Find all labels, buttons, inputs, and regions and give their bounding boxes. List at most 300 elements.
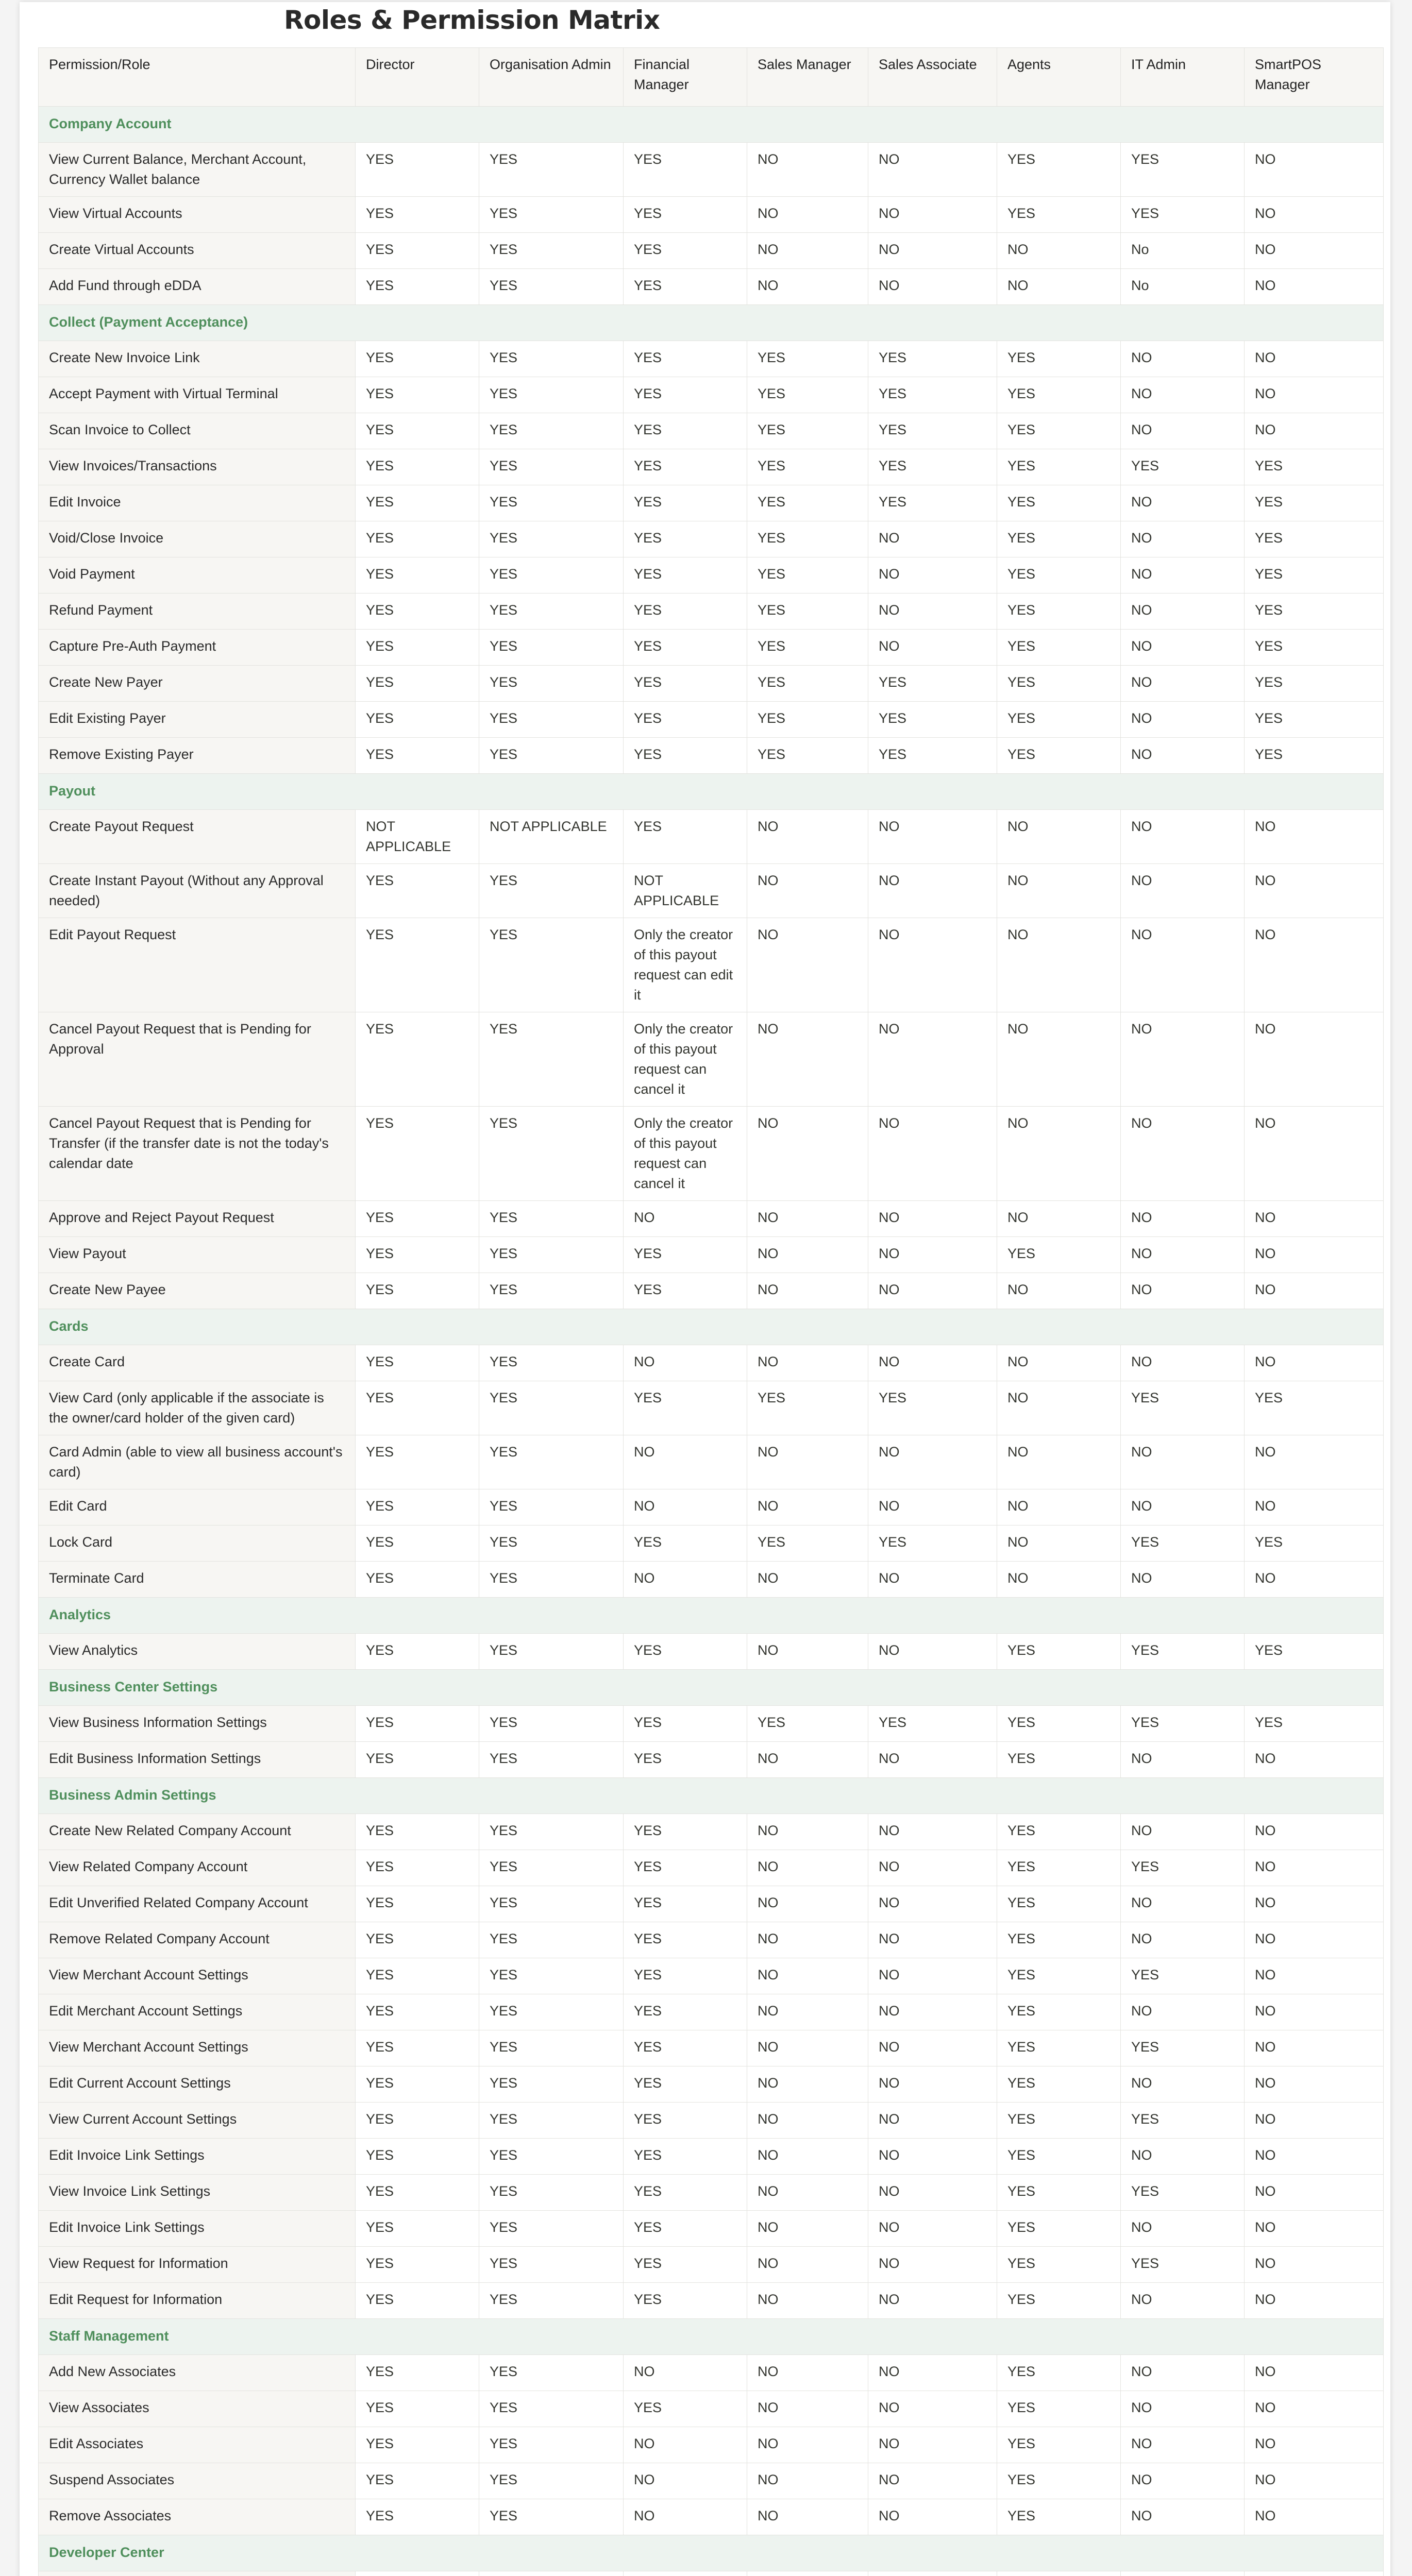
permission-value: NO [1121, 1237, 1245, 1273]
permission-value: NO [1121, 2463, 1245, 2499]
table-row [39, 1634, 1384, 1670]
permission-value: NOT APPLICABLE [624, 864, 747, 918]
permission-value: NO [1121, 521, 1245, 557]
permission-value: NO [1245, 1273, 1384, 1309]
permission-value: YES [479, 738, 624, 774]
permission-label: Create Card [39, 1345, 356, 1381]
permission-value: YES [997, 143, 1121, 197]
permission-value: NO [747, 1742, 868, 1778]
permission-value: NO [747, 1107, 868, 1201]
permission-value: YES [479, 702, 624, 738]
permission-value: YES [624, 1958, 747, 1994]
permission-value: YES [479, 341, 624, 377]
permission-value: YES [479, 2463, 624, 2499]
permission-value: YES [997, 2283, 1121, 2319]
section-title: Company Account [39, 107, 1384, 143]
permission-value: YES [479, 2391, 624, 2427]
table-row [39, 233, 1384, 269]
permission-value: NO [1121, 2211, 1245, 2247]
permission-value: YES [747, 413, 868, 449]
table-row [39, 143, 1384, 197]
permission-value: NO [868, 2427, 997, 2463]
permission-value: YES [624, 810, 747, 864]
permission-value: YES [479, 1814, 624, 1850]
permission-value: NO [868, 2030, 997, 2066]
table-row [39, 377, 1384, 413]
permission-value: NO [1245, 1562, 1384, 1598]
permission-value: YES [624, 413, 747, 449]
permission-value: NO [868, 197, 997, 233]
section-title: Business Center Settings [39, 1670, 1384, 1706]
column-header-role: IT Admin [1121, 48, 1245, 107]
permission-value: YES [356, 1886, 479, 1922]
permission-value: NO [1121, 341, 1245, 377]
permission-value: YES [1245, 1526, 1384, 1562]
permission-value: NOT APPLICABLE [479, 810, 624, 864]
permission-value: NO [868, 1850, 997, 1886]
permission-value: YES [624, 2066, 747, 2103]
permission-value: YES [747, 557, 868, 594]
permission-value: NO [997, 233, 1121, 269]
permission-value: NO [868, 521, 997, 557]
permission-value: YES [624, 1850, 747, 1886]
permission-value: YES [747, 377, 868, 413]
permission-value: YES [479, 413, 624, 449]
permission-value: NO [868, 1958, 997, 1994]
permission-value: NO [868, 2355, 997, 2391]
permission-value: NO [1121, 1994, 1245, 2030]
permission-value: NO [1121, 1435, 1245, 1489]
section-title: Payout [39, 774, 1384, 810]
permission-value: YES [356, 918, 479, 1012]
permission-value: YES [868, 341, 997, 377]
permission-value: NO [1245, 143, 1384, 197]
table-row [39, 269, 1384, 305]
table-row [39, 1273, 1384, 1309]
permission-label: Create Virtual Accounts [39, 233, 356, 269]
permission-value: YES [479, 1237, 624, 1273]
table-row [39, 666, 1384, 702]
permission-value: YES [356, 2211, 479, 2247]
section-header-row [39, 1670, 1384, 1706]
permission-value: NO [1121, 810, 1245, 864]
permission-value: NO [997, 1201, 1121, 1237]
permission-label: View Card (only applicable if the associate is the owner/card holder of the given card) [39, 1381, 356, 1435]
permission-value: NO [1121, 1922, 1245, 1958]
permission-value: YES [1245, 594, 1384, 630]
permission-value: YES [356, 864, 479, 918]
permission-value: NO [997, 1273, 1121, 1309]
permission-value: YES [356, 2247, 479, 2283]
permission-value: YES [997, 1886, 1121, 1922]
permission-value: YES [624, 1706, 747, 1742]
permission-value: NO [868, 630, 997, 666]
table-row [39, 1886, 1384, 1922]
permission-value: No [1121, 233, 1245, 269]
permission-value: YES [997, 1994, 1121, 2030]
permission-value: NO [1245, 197, 1384, 233]
permission-label: Create Instant Payout (Without any Approval needed) [39, 864, 356, 918]
permission-value: YES [479, 2066, 624, 2103]
permission-matrix-table [38, 47, 1384, 2576]
permission-value: NO [747, 1012, 868, 1107]
header-row [39, 48, 1384, 107]
permission-value: YES [997, 2463, 1121, 2499]
permission-value: NO [868, 1107, 997, 1201]
permission-value: YES [1245, 449, 1384, 485]
permission-value: YES [624, 1886, 747, 1922]
section-header-row [39, 305, 1384, 341]
permission-value: YES [1121, 2247, 1245, 2283]
permission-value: NO [868, 2499, 997, 2535]
permission-value: NO [997, 1562, 1121, 1598]
column-header-permission: Permission/Role [39, 48, 356, 107]
permission-value: NO [868, 1012, 997, 1107]
permission-value: NO [1245, 1237, 1384, 1273]
permission-value: NO [997, 1435, 1121, 1489]
permission-label: Edit Invoice Link Settings [39, 2139, 356, 2175]
permission-value: NO [1245, 1489, 1384, 1526]
permission-value: YES [479, 594, 624, 630]
permission-value: YES [479, 1886, 624, 1922]
permission-value: NO [1245, 377, 1384, 413]
permission-value: YES [624, 1814, 747, 1850]
permission-value: YES [624, 1526, 747, 1562]
permission-value: NO [1121, 918, 1245, 1012]
permission-value: YES [1121, 1706, 1245, 1742]
permission-label: Edit Invoice Link Settings [39, 2211, 356, 2247]
permission-label [39, 2571, 356, 2576]
permission-value: NO [747, 810, 868, 864]
permission-value: YES [479, 2499, 624, 2535]
permission-value: YES [356, 377, 479, 413]
permission-value: NO [1245, 1107, 1384, 1201]
permission-value: YES [1121, 143, 1245, 197]
permission-value: NO [868, 2103, 997, 2139]
permission-value: YES [624, 521, 747, 557]
permission-value: NO [1121, 1562, 1245, 1598]
permission-value: NO [997, 864, 1121, 918]
permission-value: YES [356, 2283, 479, 2319]
permission-value: YES [356, 2391, 479, 2427]
permission-value: YES [356, 2463, 479, 2499]
permission-value: YES [997, 1634, 1121, 1670]
permission-value [1245, 2571, 1384, 2576]
matrix-body [39, 107, 1384, 2576]
section-title: Business Admin Settings [39, 1778, 1384, 1814]
table-row [39, 1706, 1384, 1742]
permission-label: Create New Invoice Link [39, 341, 356, 377]
permission-label: View Associates [39, 2391, 356, 2427]
permission-value [997, 2571, 1121, 2576]
permission-value: YES [356, 1706, 479, 1742]
permission-value: NO [1245, 1850, 1384, 1886]
permission-value: NO [997, 1381, 1121, 1435]
permission-value: NO [747, 1814, 868, 1850]
permission-label: Scan Invoice to Collect [39, 413, 356, 449]
permission-value: YES [356, 2030, 479, 2066]
table-row [39, 2139, 1384, 2175]
permission-label: Capture Pre-Auth Payment [39, 630, 356, 666]
permission-value: YES [1121, 1958, 1245, 1994]
permission-value: NO [1245, 2427, 1384, 2463]
permission-value: YES [479, 233, 624, 269]
permission-value: YES [624, 233, 747, 269]
permission-value: YES [356, 1850, 479, 1886]
table-row [39, 738, 1384, 774]
permission-value: NO [1121, 594, 1245, 630]
permission-value: NO [747, 864, 868, 918]
section-title: Analytics [39, 1598, 1384, 1634]
permission-value: NO [868, 1994, 997, 2030]
permission-value: YES [624, 2175, 747, 2211]
permission-value: YES [624, 2247, 747, 2283]
permission-value: NO [997, 269, 1121, 305]
table-row [39, 864, 1384, 918]
permission-value: YES [356, 702, 479, 738]
permission-label: Void/Close Invoice [39, 521, 356, 557]
permission-value: YES [479, 1489, 624, 1526]
permission-value: YES [997, 2247, 1121, 2283]
table-row [39, 594, 1384, 630]
permission-label: Terminate Card [39, 1562, 356, 1598]
permission-value: YES [479, 2175, 624, 2211]
table-row [39, 485, 1384, 521]
permission-value: YES [997, 2103, 1121, 2139]
table-row [39, 341, 1384, 377]
permission-value: YES [479, 269, 624, 305]
permission-label: Create New Payer [39, 666, 356, 702]
permission-value: YES [997, 377, 1121, 413]
table-row [39, 2066, 1384, 2103]
permission-label: Edit Unverified Related Company Account [39, 1886, 356, 1922]
permission-label: Edit Invoice [39, 485, 356, 521]
permission-label: View Business Information Settings [39, 1706, 356, 1742]
table-row [39, 2499, 1384, 2535]
permission-value: YES [868, 1706, 997, 1742]
permission-value: NO [1245, 269, 1384, 305]
permission-value: NO [1245, 2355, 1384, 2391]
permission-value: YES [1121, 2103, 1245, 2139]
permission-value: NO [1121, 666, 1245, 702]
permission-value: NO [1121, 1814, 1245, 1850]
permission-value: NO [747, 2427, 868, 2463]
permission-value: YES [479, 630, 624, 666]
table-row [39, 449, 1384, 485]
permission-label: View Invoice Link Settings [39, 2175, 356, 2211]
permission-value: YES [479, 1107, 624, 1201]
table-row [39, 2391, 1384, 2427]
permission-value: YES [624, 1994, 747, 2030]
permission-value: YES [997, 449, 1121, 485]
page-title: Roles & Permission Matrix [284, 5, 660, 35]
permission-value: NO [624, 1435, 747, 1489]
permission-value: NO [1121, 1742, 1245, 1778]
permission-value: NO [1121, 864, 1245, 918]
permission-label: Edit Card [39, 1489, 356, 1526]
permission-value: YES [1121, 2175, 1245, 2211]
permission-value: YES [997, 521, 1121, 557]
permission-label: View Payout [39, 1237, 356, 1273]
permission-value: YES [356, 2355, 479, 2391]
permission-value: YES [356, 413, 479, 449]
permission-value: NO [1121, 2355, 1245, 2391]
permission-value: NO [624, 2499, 747, 2535]
permission-value: NO [624, 1201, 747, 1237]
permission-value: NO [1245, 1922, 1384, 1958]
table-row [39, 2211, 1384, 2247]
permission-value: NO [624, 1562, 747, 1598]
permission-value: YES [356, 1381, 479, 1435]
permission-value: YES [356, 1922, 479, 1958]
permission-value: NO [747, 197, 868, 233]
permission-value: NO [868, 2139, 997, 2175]
permission-value: NO [1245, 2499, 1384, 2535]
permission-value: YES [356, 1742, 479, 1778]
permission-value: YES [868, 666, 997, 702]
permission-value: YES [997, 2499, 1121, 2535]
table-row [39, 1994, 1384, 2030]
permission-value: NO [1121, 2499, 1245, 2535]
permission-value: YES [356, 1814, 479, 1850]
permission-value: YES [624, 702, 747, 738]
permission-value: NO [1121, 377, 1245, 413]
permission-value: YES [997, 2066, 1121, 2103]
permission-value: NO [747, 1994, 868, 2030]
permission-value: NO [747, 2391, 868, 2427]
permission-value: NO [997, 1526, 1121, 1562]
section-title: Cards [39, 1309, 1384, 1345]
permission-value: NO [624, 2463, 747, 2499]
permission-label: Cancel Payout Request that is Pending for Transfer (if the transfer date is not the today's calendar date [39, 1107, 356, 1201]
permission-value: NO [868, 1237, 997, 1273]
permission-value: YES [624, 738, 747, 774]
permission-value: NO [1121, 1107, 1245, 1201]
permission-value: NO [1121, 557, 1245, 594]
permission-value: Only the creator of this payout request can edit it [624, 918, 747, 1012]
permission-value: NO [747, 1237, 868, 1273]
permission-label: Edit Existing Payer [39, 702, 356, 738]
permission-label: View Merchant Account Settings [39, 1958, 356, 1994]
permission-value: YES [747, 702, 868, 738]
permission-value: YES [624, 1273, 747, 1309]
section-title: Collect (Payment Acceptance) [39, 305, 1384, 341]
permission-value: NO [868, 810, 997, 864]
permission-value: YES [624, 449, 747, 485]
permission-value: NO [1245, 341, 1384, 377]
permission-label: View Virtual Accounts [39, 197, 356, 233]
column-header-role: SmartPOS Manager [1245, 48, 1384, 107]
permission-value: YES [624, 630, 747, 666]
permission-label: Void Payment [39, 557, 356, 594]
permission-value: NO [997, 1107, 1121, 1201]
permission-value: NO [1245, 1814, 1384, 1850]
permission-value: YES [356, 1489, 479, 1526]
permission-value: NO [868, 864, 997, 918]
permission-value: NO [747, 1886, 868, 1922]
permission-value: YES [997, 2175, 1121, 2211]
permission-label: View Current Account Settings [39, 2103, 356, 2139]
permission-value: NO [868, 594, 997, 630]
permission-value: YES [1245, 1706, 1384, 1742]
permission-value: YES [1121, 1526, 1245, 1562]
permission-value: NO [747, 1958, 868, 1994]
permission-value: YES [479, 2030, 624, 2066]
permission-value [868, 2571, 997, 2576]
permission-value: YES [356, 594, 479, 630]
permission-value: YES [868, 485, 997, 521]
permission-value: NO [868, 1273, 997, 1309]
permission-value: YES [624, 485, 747, 521]
permission-value: YES [997, 1706, 1121, 1742]
permission-label: Lock Card [39, 1526, 356, 1562]
permission-value: NO [1245, 1994, 1384, 2030]
permission-value: YES [356, 557, 479, 594]
permission-value: NO [1245, 1201, 1384, 1237]
permission-value: NO [868, 557, 997, 594]
table-row [39, 2103, 1384, 2139]
section-header-row [39, 1309, 1384, 1345]
permission-value [747, 2571, 868, 2576]
table-row [39, 2463, 1384, 2499]
section-header-row [39, 1778, 1384, 1814]
permission-value: YES [1121, 1381, 1245, 1435]
permission-value: YES [479, 1562, 624, 1598]
permission-value: YES [479, 521, 624, 557]
permission-value: YES [624, 1742, 747, 1778]
section-title: Developer Center [39, 2535, 1384, 2571]
permission-value: NO [868, 1886, 997, 1922]
permission-value [1121, 2571, 1245, 2576]
permission-value: YES [624, 269, 747, 305]
permission-label: Remove Existing Payer [39, 738, 356, 774]
permission-value: NO [747, 2247, 868, 2283]
permission-value: YES [479, 2355, 624, 2391]
permission-value: YES [997, 702, 1121, 738]
permission-value: NO [997, 810, 1121, 864]
permission-value: NO [1121, 2283, 1245, 2319]
permission-value: NO [868, 2175, 997, 2211]
permission-value: NO [868, 2283, 997, 2319]
permission-value: YES [356, 1201, 479, 1237]
permission-value: NO [624, 1489, 747, 1526]
permission-value: NO [1121, 702, 1245, 738]
permission-value: NO [1121, 2427, 1245, 2463]
permission-value: YES [356, 1634, 479, 1670]
permission-value: YES [356, 1273, 479, 1309]
table-row [39, 1526, 1384, 1562]
permission-value: NO [1245, 2103, 1384, 2139]
permission-value: NO [1245, 810, 1384, 864]
permission-value: YES [479, 1994, 624, 2030]
permission-label: Remove Associates [39, 2499, 356, 2535]
permission-value: YES [479, 2139, 624, 2175]
table-row [39, 1012, 1384, 1107]
permission-value: NO [747, 1201, 868, 1237]
permission-value: NO [1245, 1435, 1384, 1489]
permission-value: YES [356, 2499, 479, 2535]
permission-value: YES [479, 1634, 624, 1670]
permission-value: YES [747, 630, 868, 666]
permission-value [479, 2571, 624, 2576]
permission-value: NO [868, 2391, 997, 2427]
permission-value: NO [1245, 2283, 1384, 2319]
permission-value [356, 2571, 479, 2576]
section-header-row [39, 2535, 1384, 2571]
permission-value: NO [747, 233, 868, 269]
permission-value: YES [479, 1345, 624, 1381]
permission-value: YES [356, 449, 479, 485]
